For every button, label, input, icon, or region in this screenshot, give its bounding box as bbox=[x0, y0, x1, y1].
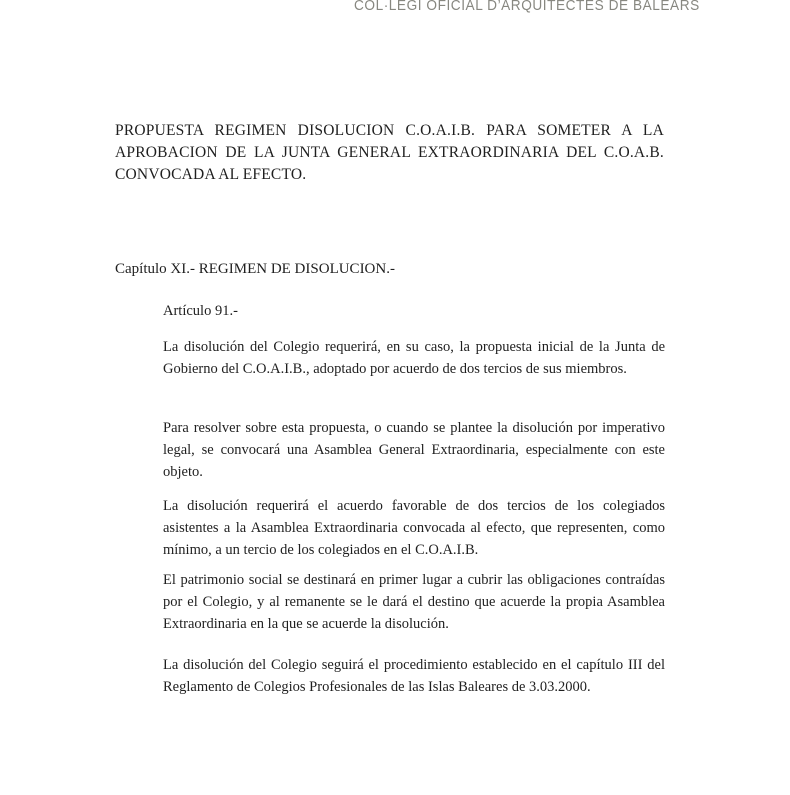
letterhead-text: COL·LEGI OFICIAL D’ARQUITECTES DE BALEARS bbox=[354, 0, 700, 14]
paragraph-procedure-regulation: La disolución del Colegio seguirá el procedimiento establecido en el capítulo III del Reglamento de Colegios Profesionales de las Islas Baleares de 3.03.2000. bbox=[163, 657, 665, 695]
paragraph-dissolution-proposal: La disolución del Colegio requerirá, en su caso, la propuesta inicial de la Junta de Gobierno del C.O.A.I.B., adoptado por acuerdo de dos tercios de sus miembros. bbox=[163, 339, 665, 377]
paragraph-social-patrimony: El patrimonio social se destinará en primer lugar a cubrir las obligaciones contraídas por el Colegio, y al remanente se le dará el destino que acuerde la propia Asamblea Extraordinaria en la que se acuerde la disolución. bbox=[163, 572, 665, 632]
chapter-heading: Capítulo XI.- REGIMEN DE DISOLUCION.- bbox=[115, 261, 395, 277]
document-title: PROPUESTA REGIMEN DISOLUCION C.O.A.I.B. PARA SOMETER A LA APROBACION DE LA JUNTA GENERAL EXTRAORDINARIA DEL C.O.A.B. CONVOCADA AL EFECTO. bbox=[115, 122, 664, 183]
paragraph-extraordinary-assembly: Para resolver sobre esta propuesta, o cuando se plantee la disolución por imperativo legal, se convocará una Asamblea General Extraordinaria, especialmente con este objeto. bbox=[163, 420, 665, 480]
article-heading: Artículo 91.- bbox=[163, 303, 238, 319]
paragraph-favourable-agreement: La disolución requerirá el acuerdo favorable de dos tercios de los colegiados asistentes a la Asamblea Extraordinaria convocada al efecto, que representen, como mínimo, a un tercio de los colegiados en el C.O.A.I.B. bbox=[163, 498, 665, 558]
